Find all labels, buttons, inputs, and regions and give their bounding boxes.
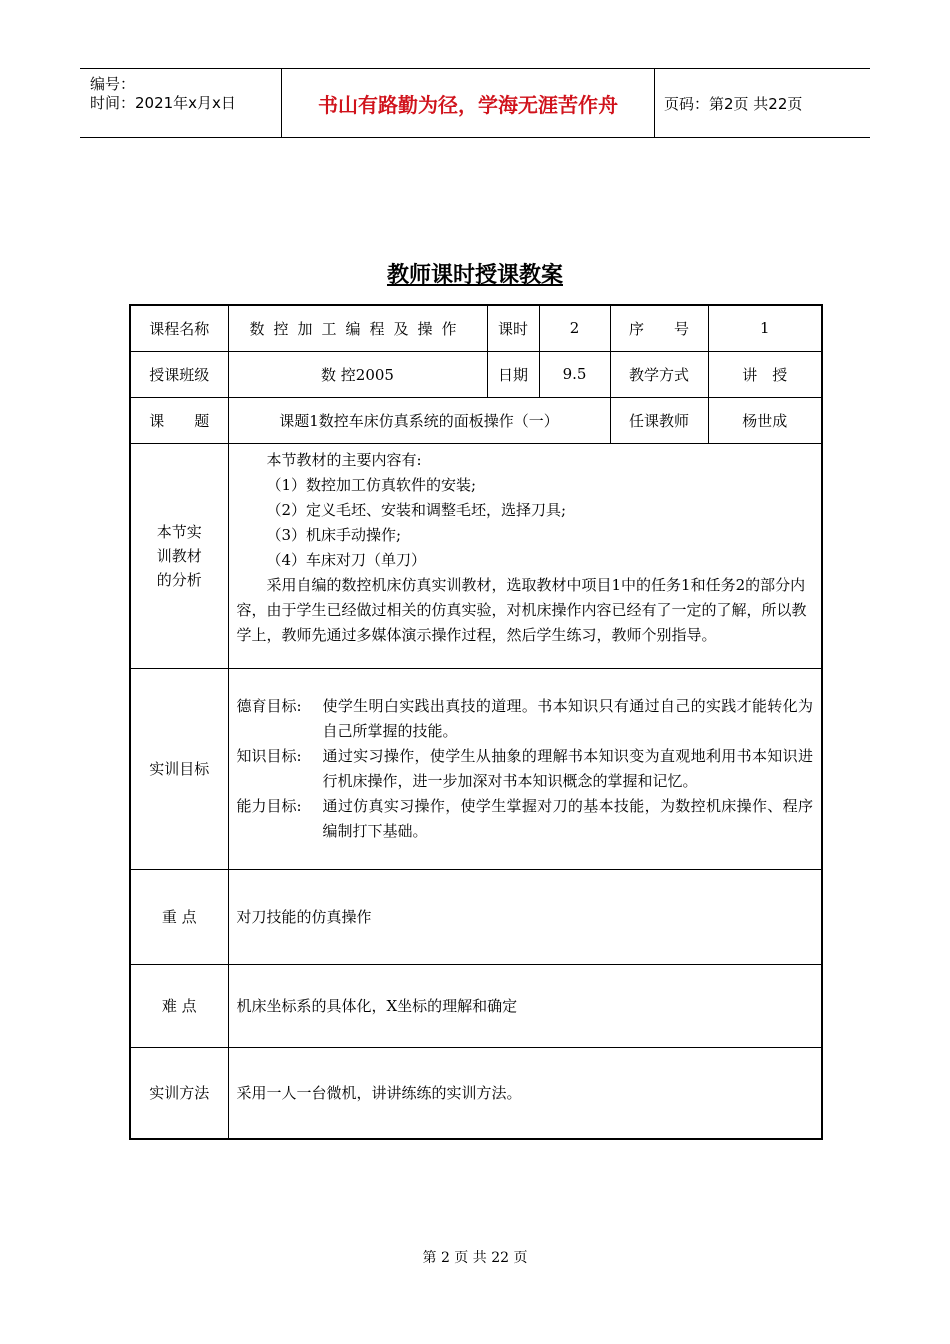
goal-item — [237, 794, 814, 844]
analysis-item: （3）机床手动操作; — [266, 525, 402, 544]
training-method-text: 采用一人一台微机，讲讲练练的实训方法。 — [228, 1047, 822, 1139]
table-row — [130, 351, 822, 397]
difficulty-text: 机床坐标系的具体化，X坐标的理解和确定 — [228, 964, 822, 1047]
analysis-row — [130, 443, 822, 668]
goal-item — [237, 694, 814, 744]
header-page-info: 页码：第2页 共22页 — [664, 94, 803, 113]
date-label: 日期 — [487, 351, 539, 397]
time-label: 时间：2021年x月x日 — [90, 94, 236, 112]
analysis-item: （4）车床对刀（单刀） — [266, 550, 427, 569]
document-title: 教师课时授课教案 — [386, 263, 563, 288]
number-label: 编号： — [90, 75, 136, 93]
method-value: 讲 授 — [708, 351, 822, 397]
goal-key: 能力目标: — [236, 796, 302, 815]
analysis-content — [228, 443, 822, 668]
hours-label: 课时 — [487, 305, 539, 351]
teacher-value: 杨世成 — [708, 397, 822, 443]
difficulty-row — [130, 964, 822, 1047]
difficulty-label: 难 点 — [130, 964, 228, 1047]
topic-value: 课题1数控车床仿真系统的面板操作（一） — [228, 397, 610, 443]
lesson-plan-table — [129, 304, 823, 1140]
analysis-label — [130, 443, 228, 668]
goals-content — [228, 668, 822, 869]
class-label: 授课班级 — [130, 351, 228, 397]
goal-key: 德育目标: — [236, 696, 302, 715]
table-row — [130, 397, 822, 443]
key-point-row — [130, 869, 822, 964]
analysis-label-line: 的分析 — [156, 570, 202, 589]
page-header — [80, 68, 870, 138]
goals-label: 实训目标 — [130, 668, 228, 869]
key-point-label: 重 点 — [130, 869, 228, 964]
goal-text: 通过实习操作，使学生从抽象的理解书本知识变为直观地利用书本知识进行机床操作，进一步加深对书本知识概念的掌握和记忆。 — [322, 746, 813, 790]
table-row — [130, 305, 822, 351]
goal-key: 知识目标: — [236, 746, 302, 765]
goal-text: 使学生明白实践出真技的道理。书本知识只有通过自己的实践才能转化为自己所掌握的技能。 — [322, 696, 813, 740]
analysis-item: （1）数控加工仿真软件的安装; — [266, 475, 477, 494]
training-method-label: 实训方法 — [130, 1047, 228, 1139]
analysis-item: （2）定义毛坯、安装和调整毛坯，选择刀具; — [266, 500, 567, 519]
goals-row — [130, 668, 822, 869]
teacher-label: 任课教师 — [610, 397, 708, 443]
analysis-label-line: 训教材 — [156, 546, 202, 565]
course-label: 课程名称 — [130, 305, 228, 351]
goal-item — [237, 744, 814, 794]
header-meta — [80, 69, 282, 137]
seq-value: 1 — [708, 305, 822, 351]
class-value: 数 控2005 — [228, 351, 487, 397]
date-value: 9.5 — [539, 351, 610, 397]
course-value: 数控加工编程及操作 — [228, 305, 487, 351]
goal-text: 通过仿真实习操作，使学生掌握对刀的基本技能，为数控机床操作、程序编制打下基础。 — [322, 796, 813, 840]
hours-value: 2 — [539, 305, 610, 351]
page-footer: 第 2 页 共 22 页 — [422, 1250, 528, 1266]
topic-label: 课 题 — [130, 397, 228, 443]
training-method-row — [130, 1047, 822, 1139]
key-point-text: 对刀技能的仿真操作 — [228, 869, 822, 964]
analysis-paragraph: 采用自编的数控机床仿真实训教材，选取教材中项目1中的任务1和任务2的部分内容，由于学生已经做过相关的仿真实验，对机床操作内容已经有了一定的了解，所以教学上，教师先通过多媒体演示操作过程，然后学生练习，教师个别指导。 — [236, 575, 807, 644]
analysis-label-line: 本节实 — [156, 522, 202, 541]
analysis-intro: 本节教材的主要内容有: — [266, 450, 422, 469]
seq-label: 序 号 — [610, 305, 708, 351]
header-motto: 书山有路勤为径，学海无涯苦作舟 — [282, 69, 655, 137]
method-label: 教学方式 — [610, 351, 708, 397]
